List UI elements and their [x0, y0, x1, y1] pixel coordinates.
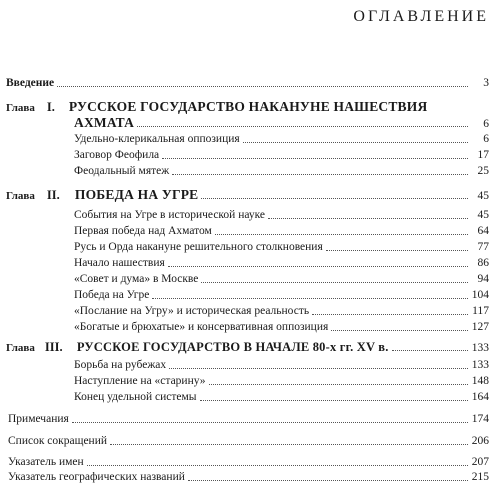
toc-chapter-2[interactable]: [6, 188, 489, 203]
toc-entry[interactable]: [74, 304, 489, 318]
chapter-lead: Глава: [6, 190, 35, 202]
chapter-number: I.: [46, 100, 55, 114]
toc-entry[interactable]: [74, 358, 489, 372]
toc-page-number: 94: [477, 273, 489, 285]
toc-entry[interactable]: [74, 288, 489, 302]
toc-chapter-1[interactable]: [74, 116, 489, 131]
leader-dots: [326, 250, 468, 251]
page-title: ОГЛАВЛЕНИЕ: [353, 8, 489, 25]
toc-entry[interactable]: [74, 208, 489, 222]
toc-entry-abbreviations[interactable]: [8, 434, 489, 448]
toc-entry-title: «Послание на Угру» и историческая реальность: [74, 305, 310, 317]
toc-entry-title: События на Угре в исторической науке: [74, 209, 266, 221]
toc-entry[interactable]: [74, 164, 489, 178]
leader-dots: [152, 298, 468, 299]
leader-dots: [331, 330, 468, 331]
toc-entry-title: Русь и Орда накануне решительного столкновения: [74, 241, 323, 253]
toc-page-number: 117: [472, 305, 489, 317]
chapter-title: РУССКОЕ ГОСУДАРСТВО В НАЧАЛЕ 80-х гг. XV в.: [76, 340, 389, 354]
toc-page-number: 6: [483, 133, 489, 145]
toc-entry-title: Указатель имен: [8, 456, 84, 468]
leader-dots: [392, 350, 468, 351]
toc-page-number: 133: [471, 342, 489, 354]
leader-dots: [209, 384, 468, 385]
toc-page-number: 207: [471, 456, 489, 468]
chapter-title-cont: АХМАТА: [74, 115, 135, 130]
leader-dots: [201, 282, 468, 283]
toc-entry[interactable]: [74, 374, 489, 388]
toc-page-number: 206: [471, 435, 489, 447]
toc-entry[interactable]: [74, 240, 489, 254]
leader-dots: [162, 158, 468, 159]
toc-entry-geo-index[interactable]: [8, 470, 489, 484]
leader-dots: [168, 266, 468, 267]
leader-dots: [169, 368, 468, 369]
leader-dots: [200, 400, 468, 401]
leader-dots: [72, 422, 468, 423]
toc-page-number: 174: [471, 413, 489, 425]
leader-dots: [268, 218, 468, 219]
chapter-number: III.: [44, 340, 63, 354]
chapter-title: ПОБЕДА НА УГРЕ: [74, 187, 199, 202]
leader-dots: [201, 198, 468, 199]
toc-entry[interactable]: [74, 390, 489, 404]
toc-entry-title: Список сокращений: [8, 435, 108, 447]
toc-entry-title: Начало нашествия: [74, 257, 165, 269]
toc-page-number: 17: [477, 149, 489, 161]
toc-page-number: 86: [477, 257, 489, 269]
toc-entry-notes[interactable]: [8, 412, 489, 426]
toc-page-number: 45: [477, 190, 489, 202]
toc-entry-title: Первая победа над Ахматом: [74, 225, 212, 237]
toc-entry-title: Наступление на «старину»: [74, 375, 206, 387]
chapter-lead: Глава: [6, 342, 35, 354]
toc-entry-title: Борьба на рубежах: [74, 359, 167, 371]
toc-entry[interactable]: [74, 256, 489, 270]
toc-entry[interactable]: [74, 320, 489, 334]
toc-entry-title: Конец удельной системы: [74, 391, 197, 403]
toc-chapter-3[interactable]: [6, 340, 489, 355]
leader-dots: [110, 444, 468, 445]
toc-page-number: 64: [477, 225, 489, 237]
toc-entry-title: Заговор Феофила: [74, 149, 160, 161]
toc-page-number: 45: [477, 209, 489, 221]
toc-entry[interactable]: [74, 132, 489, 146]
leader-dots: [188, 480, 468, 481]
leader-dots: [137, 126, 468, 127]
toc-entry[interactable]: [74, 148, 489, 162]
leader-dots: [243, 142, 468, 143]
toc-entry-label: Введение: [6, 77, 55, 89]
leader-dots: [57, 86, 468, 87]
toc-entry-title: Феодальный мятеж: [74, 165, 170, 177]
toc-page-number: 127: [471, 321, 489, 333]
leader-dots: [172, 174, 468, 175]
toc-page-number: 25: [477, 165, 489, 177]
toc-page-number: 164: [471, 391, 489, 403]
leader-dots: [87, 465, 468, 466]
toc-chapter-1-heading[interactable]: [6, 100, 489, 115]
toc-entry-title: Удельно-клерикальная оппозиция: [74, 133, 240, 145]
toc-entry[interactable]: [74, 272, 489, 286]
toc-page-number: 148: [471, 375, 489, 387]
chapter-title: РУССКОЕ ГОСУДАРСТВО НАКАНУНЕ НАШЕСТВИЯ: [68, 99, 428, 114]
leader-dots: [312, 314, 468, 315]
toc-entry[interactable]: [74, 224, 489, 238]
chapter-number: II.: [46, 188, 60, 202]
toc-entry-title: Указатель географических названий: [8, 471, 185, 483]
toc-entry-name-index[interactable]: [8, 455, 489, 469]
toc-page-number: 104: [471, 289, 489, 301]
toc-page-number: 77: [477, 241, 489, 253]
chapter-lead: Глава: [6, 102, 35, 114]
toc-entry-title: Победа на Угре: [74, 289, 150, 301]
toc-entry-introduction[interactable]: [6, 76, 489, 90]
toc-entry-title: «Совет и дума» в Москве: [74, 273, 199, 285]
toc-page-number: 133: [471, 359, 489, 371]
leader-dots: [215, 234, 468, 235]
toc-page-number: 3: [483, 77, 489, 89]
toc-entry-title: «Богатые и брюхатые» и консервативная оппозиция: [74, 321, 329, 333]
toc-entry-title: Примечания: [8, 413, 69, 425]
toc-page-number: 215: [471, 471, 489, 483]
toc-page-number: 6: [483, 118, 489, 130]
